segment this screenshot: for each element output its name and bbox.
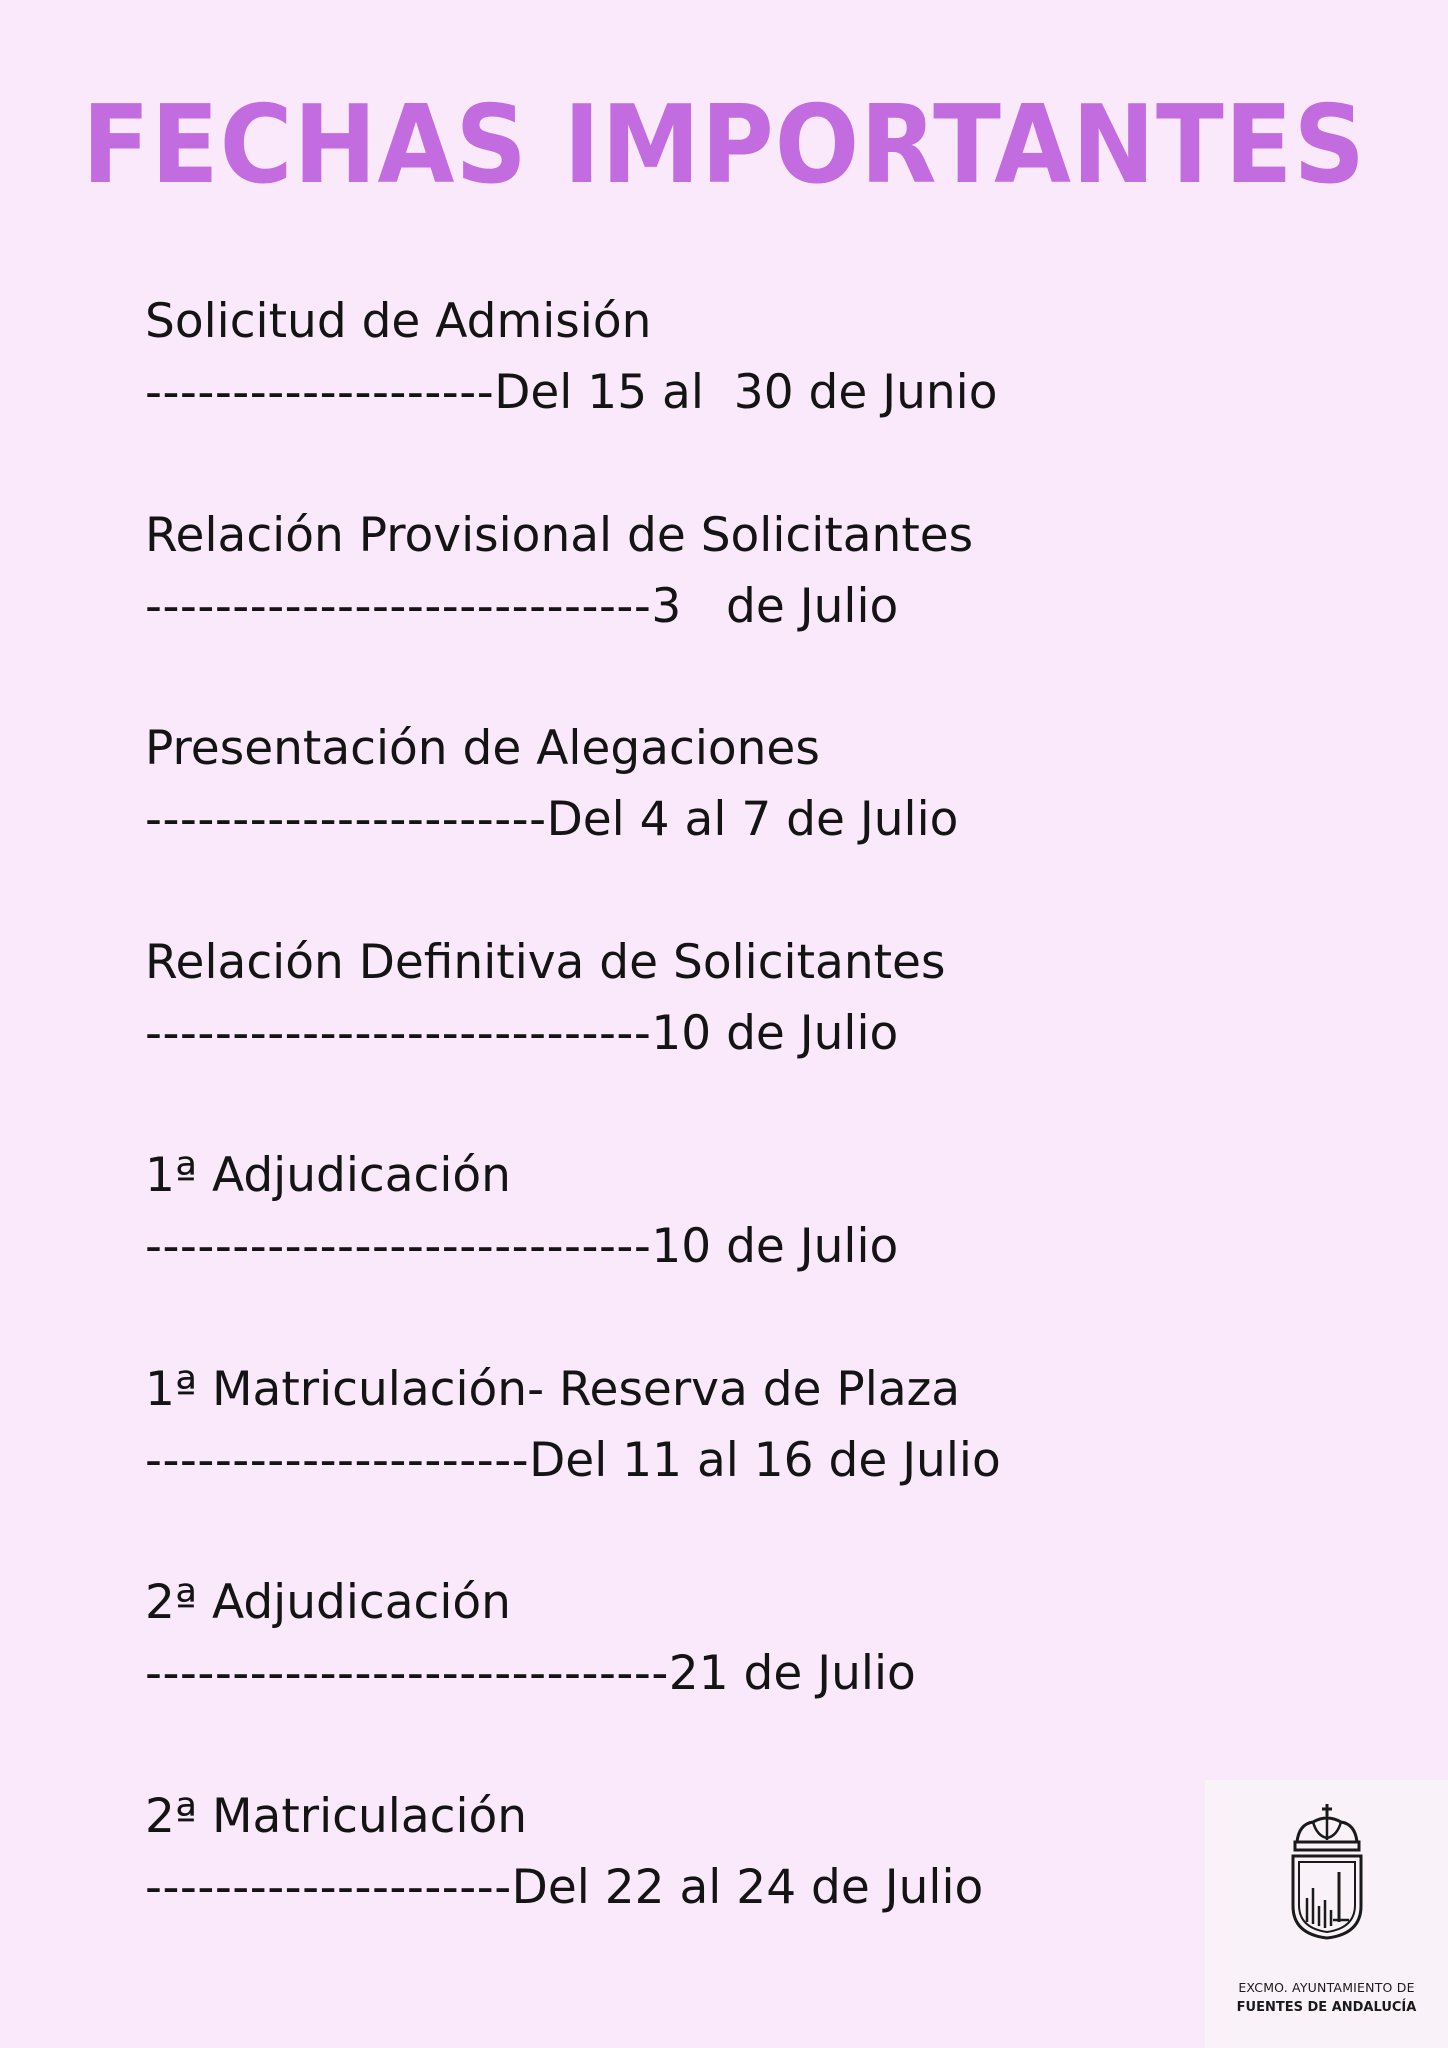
entry-date-row xyxy=(145,1002,898,1066)
entry-date: Del 11 al 16 de Julio xyxy=(529,1432,1001,1488)
entry-label: 2ª Matriculación xyxy=(145,1788,528,1844)
dash-leader: ----------------------------- xyxy=(145,578,652,634)
logo-caption-line2: FUENTES DE ANDALUCÍA xyxy=(1236,2000,1417,2015)
list-item xyxy=(145,1785,1295,1999)
list-item xyxy=(145,1144,1295,1358)
list-item xyxy=(145,290,1295,504)
dash-leader: ---------------------- xyxy=(145,1432,530,1488)
entry-label: Presentación de Alegaciones xyxy=(145,721,820,776)
entry-label: Relación Provisional de Solicitantes xyxy=(145,507,974,563)
entry-date: Del 22 al 24 de Julio xyxy=(511,1859,984,1915)
entry-label: 1ª Matriculación- Reserva de Plaza xyxy=(145,1361,961,1417)
dash-leader: ----------------------------- xyxy=(145,1219,652,1274)
entry-date: 21 de Julio xyxy=(668,1646,916,1701)
entry-label: Solicitud de Admisión xyxy=(145,294,652,349)
entry-label: 1ª Adjudicación xyxy=(145,1148,511,1203)
page-title: FECHAS IMPORTANTES xyxy=(82,83,1366,208)
entry-label: Relación Definitiva de Solicitantes xyxy=(145,934,946,990)
entry-date: 3 de Julio xyxy=(651,578,899,634)
entry-date: 10 de Julio xyxy=(651,1005,899,1061)
logo-caption-line1: EXCMO. AYUNTAMIENTO DE xyxy=(1238,1980,1415,1995)
entry-date-row xyxy=(145,1215,898,1279)
entry-date: Del 4 al 7 de Julio xyxy=(546,792,959,847)
list-item xyxy=(145,1571,1295,1785)
list-item xyxy=(145,504,1295,718)
list-item xyxy=(145,931,1295,1145)
entry-date-row xyxy=(145,1642,916,1706)
entry-date-row xyxy=(145,361,997,425)
dash-leader: ------------------------------ xyxy=(145,1646,669,1701)
list-item xyxy=(145,1358,1295,1572)
dash-leader: ----------------------------- xyxy=(145,1005,652,1061)
crowned-shield-icon xyxy=(1287,1802,1367,1942)
list-item xyxy=(145,717,1295,931)
entry-date-row xyxy=(145,575,898,639)
entry-label: 2ª Adjudicación xyxy=(145,1575,511,1630)
town-hall-logo xyxy=(1205,1780,1448,2048)
entry-date-row xyxy=(145,788,958,852)
entry-date-row xyxy=(145,1856,983,1920)
dates-list xyxy=(145,290,1295,1998)
entry-date: Del 15 al 30 de Junio xyxy=(494,365,998,420)
dash-leader: -------------------- xyxy=(145,365,495,420)
dash-leader: --------------------- xyxy=(145,1859,512,1915)
entry-date-row xyxy=(145,1429,1001,1493)
entry-date: 10 de Julio xyxy=(651,1219,899,1274)
dash-leader: ----------------------- xyxy=(145,792,547,847)
